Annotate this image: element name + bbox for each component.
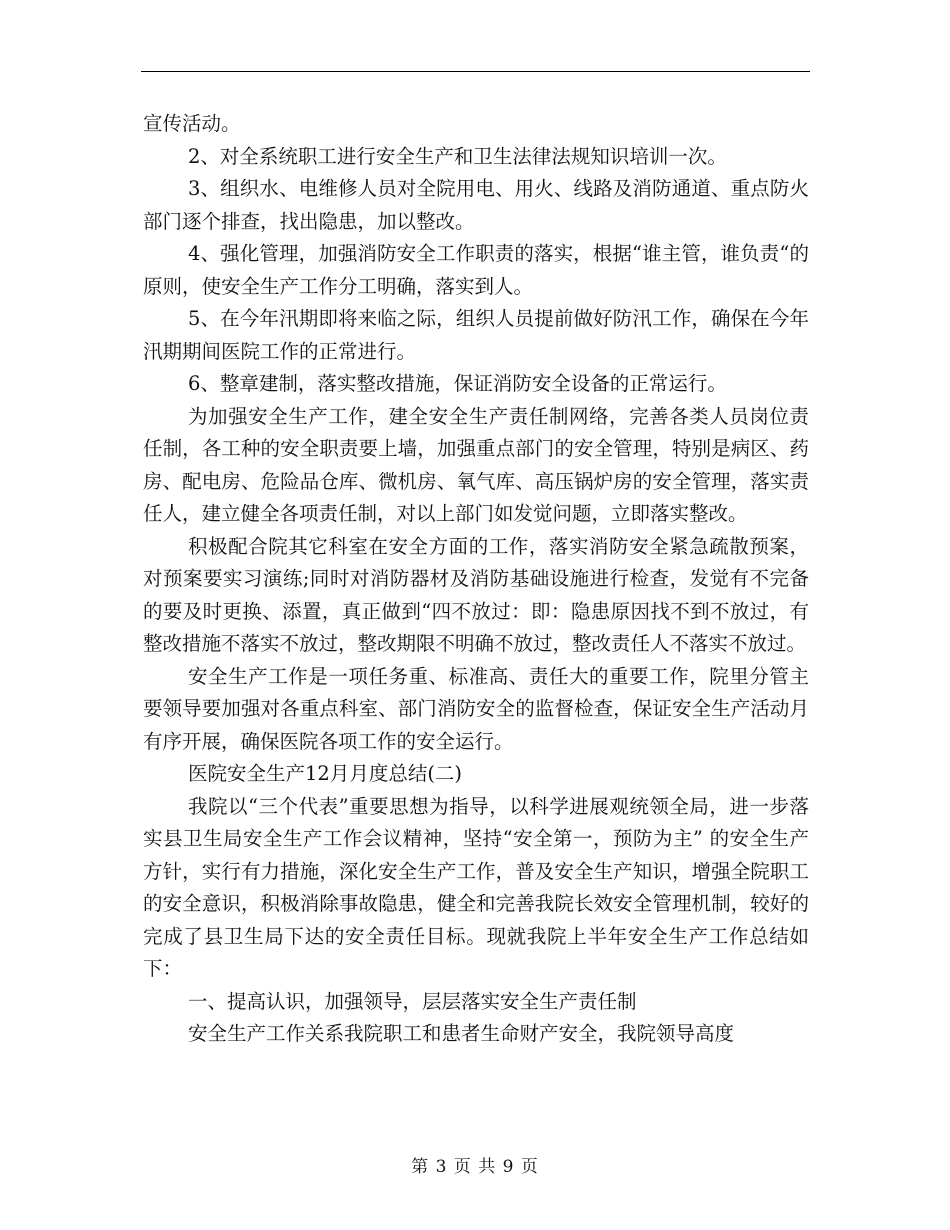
- paragraph: 积极配合院其它科室在安全方面的工作，落实消防安全紧急疏散预案，对预案要实习演练;同时对消防器材及消防基础设施进行检查，发觉有不完备的要及时更换、添置，真正做到“四不放过：即：隐患原因找不到不放过，有整改措施不落实不放过，整改期限不明确不放过，整改责任人不落实不放过。: [143, 534, 809, 655]
- paragraph: 安全生产工作是一项任务重、标准高、责任大的重要工作，院里分管主要领导要加强对各重点科室、部门消防安全的监督检查，保证安全生产活动月有序开展，确保医院各项工作的安全运行。: [143, 664, 809, 753]
- paragraph: 5、在今年汛期即将来临之际，组织人员提前做好防汛工作，确保在今年汛期期间医院工作的正常进行。: [143, 307, 809, 363]
- paragraph: 一、提高认识，加强领导，层层落实安全生产责任制: [188, 989, 637, 1013]
- paragraph: 安全生产工作关系我院职工和患者生命财产安全，我院领导高度: [188, 1022, 735, 1045]
- paragraph: 6、整章建制，落实整改措施，保证消防安全设备的正常运行。: [188, 372, 727, 395]
- paragraph: 3、组织水、电维修人员对全院用电、用火、线路及消防通道、重点防火部门逐个排查，找出隐患，加以整改。: [143, 177, 809, 233]
- header-rule: [141, 71, 810, 72]
- paragraph: 宣传活动。: [143, 112, 241, 135]
- paragraph: 为加强安全生产工作，建全安全生产责任制网络，完善各类人员岗位责任制，各工种的安全职责要上墙，加强重点部门的安全管理，特别是病区、药房、配电房、危险品仓库、微机房、氧气库、高压锅炉房的安全管理，落实责任人，建立健全各项责任制，对以上部门如发觉问题，立即落实整改。: [143, 404, 809, 525]
- paragraph: 2、对全系统职工进行安全生产和卫生法律法规知识培训一次。: [188, 144, 727, 168]
- paragraph: 4、强化管理，加强消防安全工作职责的落实，根据“谁主管，谁负责“的原则，使安全生产工作分工明确，落实到人。: [143, 242, 809, 298]
- paragraph: 我院以“三个代表”重要思想为指导，以科学进展观统领全局，进一步落实县卫生局安全生产工作会议精神，坚持“安全第一，预防为主” 的安全生产方针，实行有力措施，深化安全生产工作，普及安全生产知识，增强全院职工的安全意识，积极消除事故隐患，健全和完善我院长效安全管理机制，较好的完成了县卫生局下达的安全责任目标。现就我院上半年安全生产工作总结如下：: [143, 794, 809, 980]
- paragraph: 医院安全生产12月月度总结(二): [188, 762, 463, 785]
- document-body: [143, 108, 809, 1051]
- page-footer: 第 3 页 共 9 页: [411, 1157, 539, 1177]
